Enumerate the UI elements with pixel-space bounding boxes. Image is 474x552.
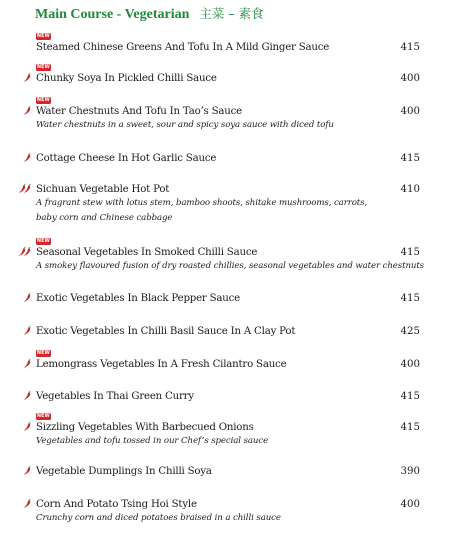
menu-item-price: 415 (400, 391, 420, 402)
chili-pepper-icon (22, 106, 32, 116)
menu-item-price: 390 (400, 466, 420, 477)
chili-pepper-icon (17, 184, 27, 194)
menu-item-name: Chunky Soya In Pickled Chilli Sauce (36, 73, 217, 84)
menu-item-description: baby corn and Chinese cabbage (36, 213, 173, 223)
chili-pepper-icon (22, 326, 32, 336)
menu-item-price: 400 (400, 499, 420, 510)
menu-item-price: 415 (400, 153, 420, 164)
chili-pepper-icon (17, 247, 27, 257)
chili-pepper-icon (22, 466, 32, 476)
chili-pepper-icon (22, 153, 32, 163)
menu-item-name: Corn And Potato Tsing Hoi Style (36, 499, 197, 510)
menu-item-price: 410 (400, 184, 420, 195)
menu-item-price: 425 (400, 326, 420, 337)
chili-pepper-icon (22, 391, 32, 401)
menu-item-name: Water Chestnuts And Tofu In Tao’s Sauce (36, 106, 242, 117)
menu-item-price: 400 (400, 106, 420, 117)
menu-item-description: Water chestnuts in a sweet, sour and spicy soya sauce with diced tofu (36, 120, 334, 130)
menu-item-name: Vegetable Dumplings In Chilli Soya (36, 466, 212, 477)
menu-item-price: 400 (400, 73, 420, 84)
chili-pepper-icon (22, 73, 32, 83)
menu-item-name: Steamed Chinese Greens And Tofu In A Mild Ginger Sauce (36, 42, 330, 53)
new-badge: NEW (37, 34, 50, 39)
new-badge: NEW (37, 65, 50, 70)
new-badge: NEW (37, 98, 50, 103)
menu-item-name: Seasonal Vegetables In Smoked Chilli Sauce (36, 247, 258, 258)
chili-pepper-icon (22, 359, 32, 369)
section-title (35, 4, 264, 23)
menu-item-name: Cottage Cheese In Hot Garlic Sauce (36, 153, 217, 164)
menu-item-description: A smokey flavoured fusion of dry roasted chillies, seasonal vegetables and water chestnuts (36, 261, 424, 271)
menu-item-price: 400 (400, 359, 420, 370)
chili-pepper-icon (22, 422, 32, 432)
menu-item-name: Lemongrass Vegetables In A Fresh Cilantro Sauce (36, 359, 287, 370)
new-badge: NEW (37, 239, 50, 244)
menu-item-name: Vegetables In Thai Green Curry (36, 391, 194, 402)
menu-item-price: 415 (400, 293, 420, 304)
menu-item-price: 415 (400, 42, 420, 53)
chili-pepper-icon (22, 293, 32, 303)
menu-item-name: Sichuan Vegetable Hot Pot (36, 184, 170, 195)
menu-item-price: 415 (400, 422, 420, 433)
menu-item-description: A fragrant stew with lotus stem, bamboo shoots, shitake mushrooms, carrots, (36, 198, 368, 208)
menu-item-name: Sizzling Vegetables With Barbecued Onions (36, 422, 254, 433)
menu-item-name: Exotic Vegetables In Chilli Basil Sauce In A Clay Pot (36, 326, 296, 337)
section-title-chinese: 主菜 – 素食 (199, 6, 264, 21)
menu-item-price: 415 (400, 247, 420, 258)
new-badge: NEW (37, 414, 50, 419)
menu-item-description: Vegetables and tofu tossed in our Chef’s special sauce (36, 436, 269, 446)
section-title-english: Main Course - Vegetarian (35, 7, 190, 22)
menu-item-description: Crunchy corn and diced potatoes braised in a chilli sauce (36, 513, 281, 523)
chili-pepper-icon (22, 499, 32, 509)
menu-item-name: Exotic Vegetables In Black Pepper Sauce (36, 293, 240, 304)
new-badge: NEW (37, 351, 50, 356)
